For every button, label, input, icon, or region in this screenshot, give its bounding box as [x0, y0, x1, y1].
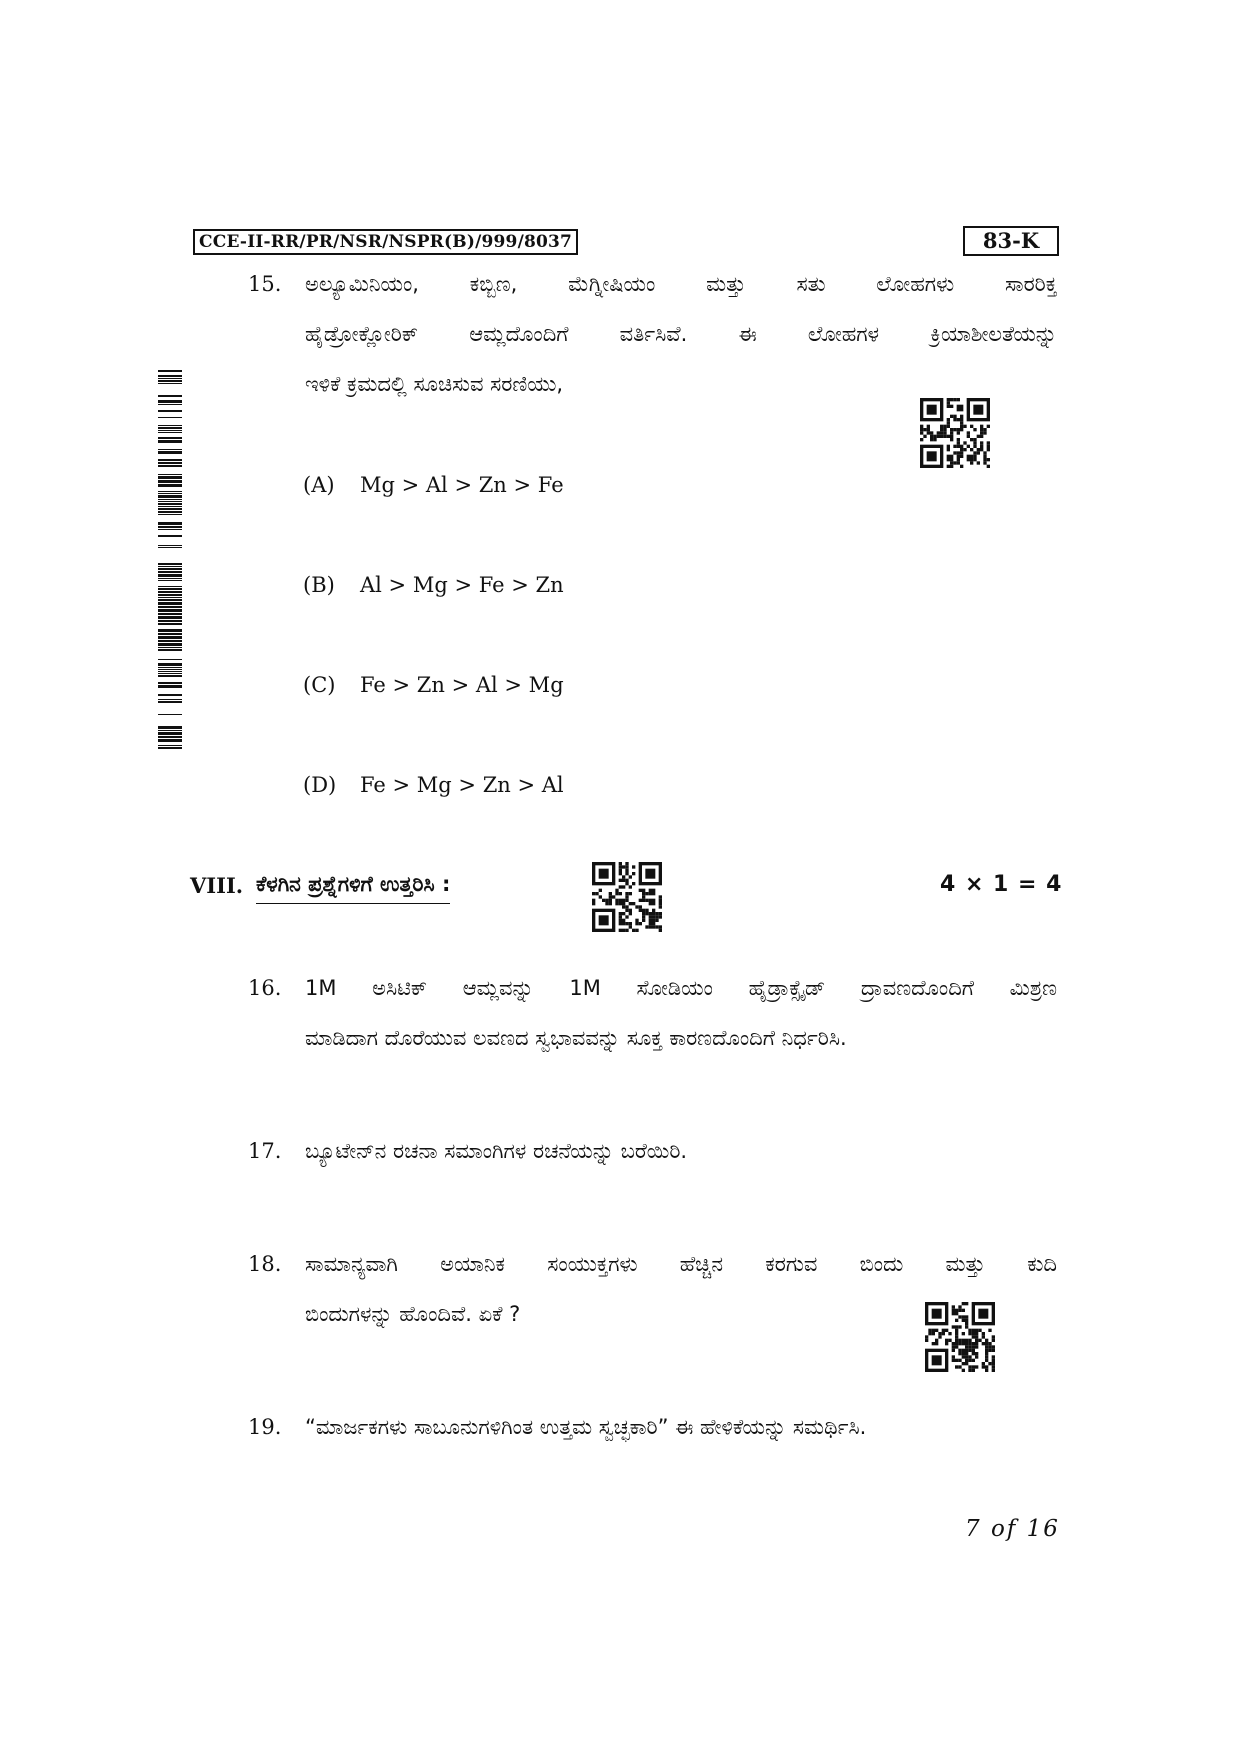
qr-code: [920, 398, 990, 468]
question-15-line-3: ಇಳಿಕೆ ಕ್ರಮದಲ್ಲಿ ಸೂಚಿಸುವ ಸರಣಿಯು,: [305, 372, 564, 396]
question-15-line-2: ಹೈಡ್ರೋಕ್ಲೋರಿಕ್ ಆಮ್ಲದೊಂದಿಗೆ ವರ್ತಿಸಿವೆ. ಈ ಲೋಹಗಳ ಕ್ರಿಯಾಶೀಲತೆಯನ್ನು: [305, 322, 1057, 346]
qr-code: [925, 1302, 995, 1372]
section-marks: 4 × 1 = 4: [940, 872, 1063, 897]
paper-code: CCE-II-RR/PR/NSR/NSPR(B)/999/8037: [193, 229, 578, 255]
option-c: [303, 670, 564, 700]
question-17-line-1: ಬ್ಯೂಟೇನ್‌ನ ರಚನಾ ಸಮಾಂಗಿಗಳ ರಚನೆಯನ್ನು ಬರೆಯಿರಿ.: [305, 1139, 688, 1163]
question-17-number: 17.: [248, 1139, 282, 1163]
section-title: ಕೆಳಗಿನ ಪ್ರಶ್ನೆಗಳಿಗೆ ಉತ್ತರಿಸಿ :: [256, 872, 450, 904]
question-16-number: 16.: [248, 976, 282, 1000]
section-number: VIII.: [190, 873, 244, 898]
question-19-number: 19.: [248, 1415, 282, 1439]
option-d-label: (D): [303, 773, 337, 797]
subject-code: 83-K: [963, 226, 1059, 256]
option-a: [303, 470, 564, 500]
question-15-number: 15.: [248, 272, 282, 296]
page-number: 7 of 16: [965, 1516, 1060, 1542]
option-d: [303, 770, 564, 800]
option-a-label: (A): [303, 473, 335, 497]
option-b-label: (B): [303, 573, 335, 597]
option-b-text: Al > Mg > Fe > Zn: [360, 573, 564, 597]
barcode: [158, 370, 182, 750]
qr-code: [592, 862, 662, 932]
option-a-text: Mg > Al > Zn > Fe: [360, 473, 564, 497]
option-b: [303, 570, 564, 600]
question-18-number: 18.: [248, 1252, 282, 1276]
question-18-line-1: ಸಾಮಾನ್ಯವಾಗಿ ಅಯಾನಿಕ ಸಂಯುಕ್ತಗಳು ಹೆಚ್ಚಿನ ಕರಗುವ ಬಿಂದು ಮತ್ತು ಕುದಿ: [305, 1252, 1057, 1276]
option-c-label: (C): [303, 673, 336, 697]
option-d-text: Fe > Mg > Zn > Al: [360, 773, 564, 797]
question-15-line-1: ಅಲ್ಯೂಮಿನಿಯಂ, ಕಬ್ಬಿಣ, ಮೆಗ್ನೀಷಿಯಂ ಮತ್ತು ಸತು ಲೋಹಗಳು ಸಾರರಿಕ್ತ: [305, 272, 1057, 296]
question-16-line-2: ಮಾಡಿದಾಗ ದೊರೆಯುವ ಲವಣದ ಸ್ವಭಾವವನ್ನು ಸೂಕ್ತ ಕಾರಣದೊಂದಿಗೆ ನಿರ್ಧರಿಸಿ.: [305, 1026, 847, 1050]
question-19-line-1: “ಮಾರ್ಜಕಗಳು ಸಾಬೂನುಗಳಿಗಿಂತ ಉತ್ತಮ ಸ್ವಚ್ಛಕಾರಿ” ಈ ಹೇಳಿಕೆಯನ್ನು ಸಮರ್ಥಿಸಿ.: [305, 1415, 867, 1439]
option-c-text: Fe > Zn > Al > Mg: [360, 673, 564, 697]
question-16-line-1: 1M ಅಸಿಟಿಕ್ ಆಮ್ಲವನ್ನು 1M ಸೋಡಿಯಂ ಹೈಡ್ರಾಕ್ಸೈಡ್ ದ್ರಾವಣದೊಂದಿಗೆ ಮಿಶ್ರಣ: [305, 976, 1057, 1000]
question-18-line-2: ಬಿಂದುಗಳನ್ನು ಹೊಂದಿವೆ. ಏಕೆ ?: [305, 1302, 521, 1326]
